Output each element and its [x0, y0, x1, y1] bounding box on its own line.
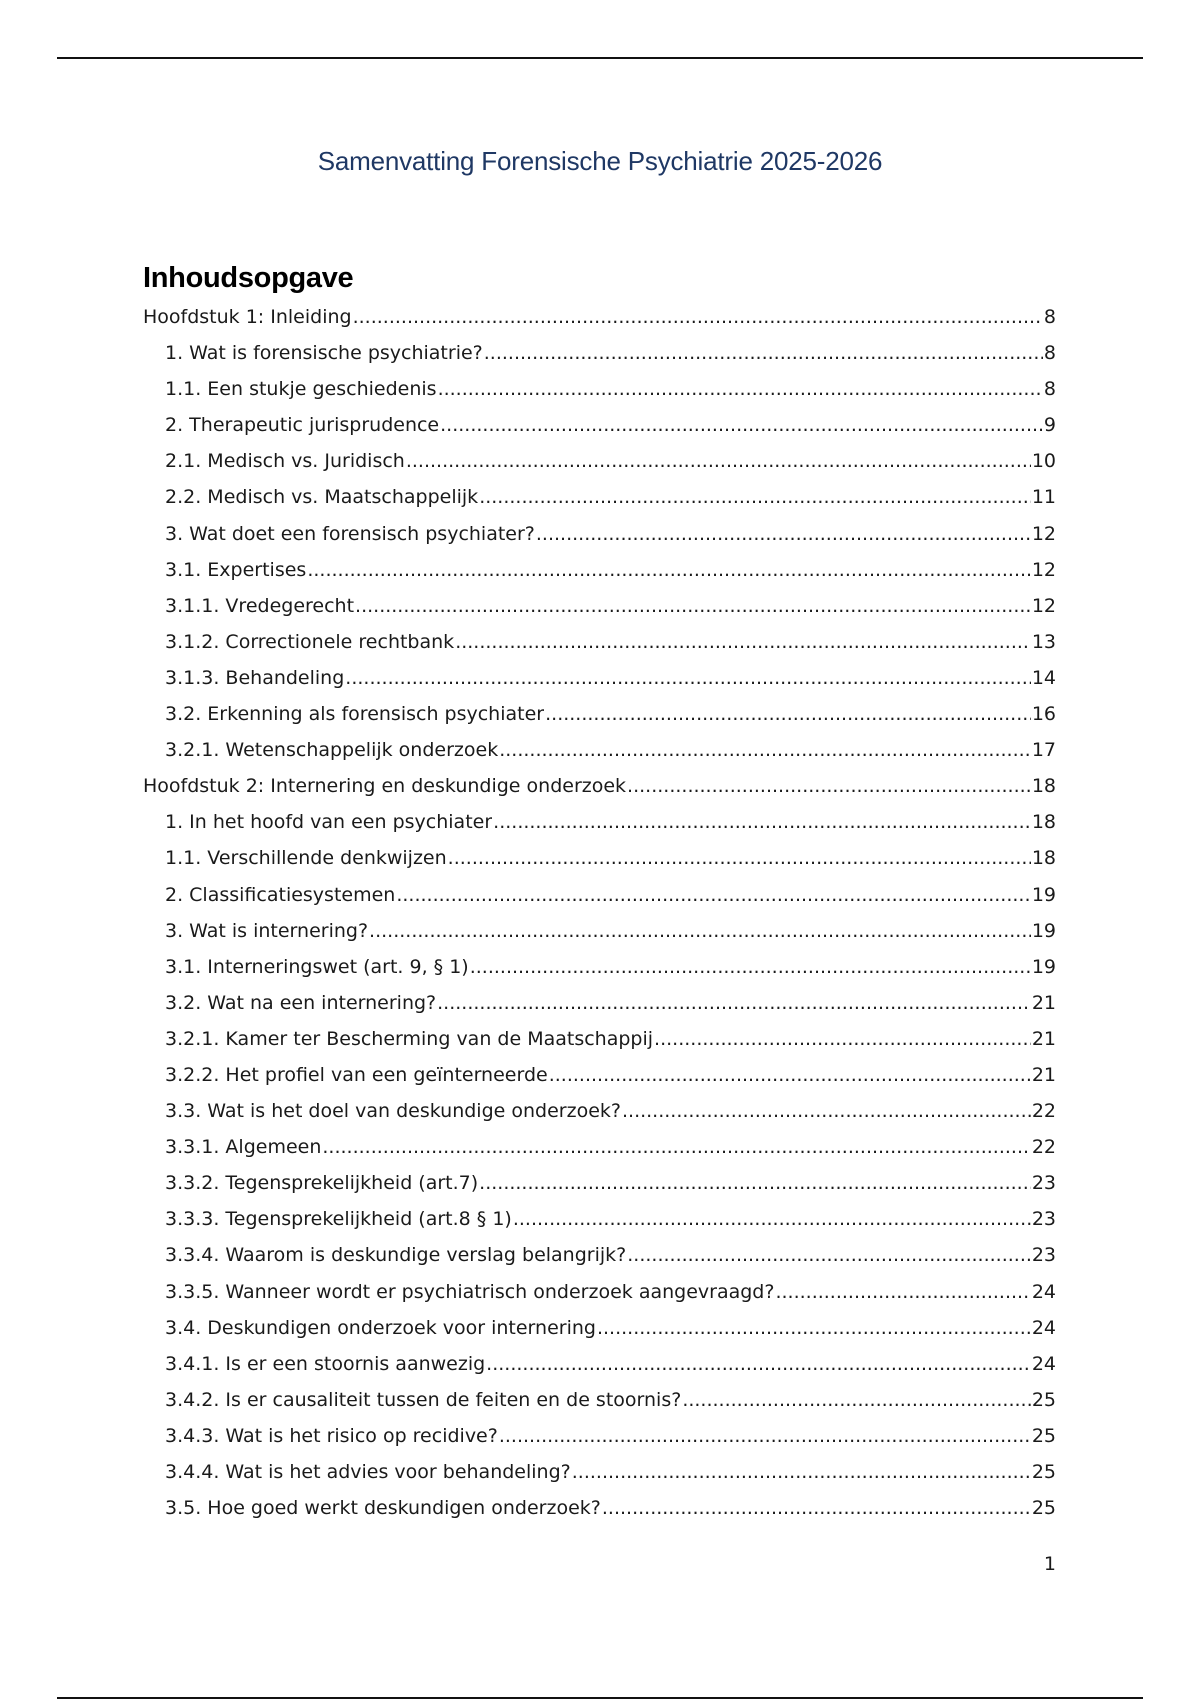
- toc-entry-page: 21: [1031, 1063, 1056, 1086]
- page-number: 1: [1043, 1553, 1056, 1575]
- toc-section-entry[interactable]: [143, 378, 1056, 414]
- toc-entry-page: 24: [1031, 1352, 1056, 1375]
- toc-section-entry[interactable]: [143, 956, 1056, 992]
- toc-section-entry[interactable]: [143, 1100, 1056, 1136]
- toc-section-entry[interactable]: [143, 559, 1056, 595]
- toc-dot-leader: [493, 811, 1031, 833]
- toc-dot-leader: [549, 1064, 1031, 1086]
- toc-entry-title: 3.1.2. Correctionele rechtbank: [165, 630, 455, 653]
- toc-entry-page: 11: [1031, 486, 1056, 509]
- toc-entry-title: 3.1. Expertises: [165, 558, 307, 581]
- toc-entry-title: 3.4.4. Wat is het advies voor behandeling?: [165, 1461, 571, 1483]
- toc-section-entry[interactable]: [143, 1425, 1056, 1461]
- toc-dot-leader: [455, 631, 1031, 653]
- toc-entry-title: 3.4.1. Is er een stoornis aanwezig: [165, 1352, 486, 1375]
- toc-entry-title: 1.1. Verschillende denkwijzen: [165, 847, 447, 870]
- toc-dot-leader: [682, 1389, 1031, 1411]
- toc-entry-title: 2. Classificatiesystemen: [165, 883, 396, 906]
- toc-section-entry[interactable]: [143, 1208, 1056, 1244]
- toc-entry-page: 10: [1031, 450, 1056, 473]
- toc-dot-leader: [438, 378, 1043, 400]
- toc-entry-page: 8: [1043, 378, 1056, 401]
- toc-entry-page: 14: [1031, 666, 1056, 689]
- toc-entry-page: 9: [1043, 414, 1056, 437]
- toc-section-entry[interactable]: [143, 1317, 1056, 1353]
- toc-dot-leader: [470, 956, 1031, 978]
- toc-entry-page: 19: [1031, 955, 1056, 978]
- toc-dot-leader: [322, 1136, 1030, 1158]
- toc-dot-leader: [627, 1244, 1031, 1266]
- toc-entry-title: 3.3.4. Waarom is deskundige verslag belangrijk?: [165, 1244, 627, 1267]
- toc-section-entry[interactable]: [143, 631, 1056, 667]
- toc-dot-leader: [572, 1461, 1031, 1483]
- toc-dot-leader: [345, 667, 1031, 689]
- toc-entry-title: 3.2.2. Het profiel van een geïnterneerde: [165, 1063, 548, 1086]
- toc-section-entry[interactable]: [143, 884, 1056, 920]
- toc-section-entry[interactable]: [143, 1389, 1056, 1425]
- toc-entry-page: 23: [1031, 1244, 1056, 1267]
- toc-entry-title: 3.3.5. Wanneer wordt er psychiatrisch onderzoek aangevraagd?: [165, 1280, 775, 1303]
- toc-dot-leader: [597, 1317, 1031, 1339]
- toc-dot-leader: [479, 486, 1031, 508]
- toc-section-entry[interactable]: [143, 1281, 1056, 1317]
- toc-entry-title: 3.3.1. Algemeen: [165, 1136, 322, 1159]
- top-rule: [57, 57, 1143, 59]
- toc-dot-leader: [484, 342, 1043, 364]
- toc-entry-title: 2. Therapeutic jurisprudence: [165, 414, 440, 437]
- toc-section-entry[interactable]: [143, 667, 1056, 703]
- toc-entry-title: 2.1. Medisch vs. Juridisch: [165, 450, 405, 473]
- toc-entry-page: 21: [1031, 1027, 1056, 1050]
- toc-entry-page: 25: [1031, 1497, 1056, 1520]
- toc-entry-page: 18: [1031, 775, 1056, 798]
- toc-entry-page: 24: [1031, 1316, 1056, 1339]
- toc-entry-title: 3.4.3. Wat is het risico op recidive?: [165, 1424, 498, 1447]
- toc-entry-page: 17: [1031, 739, 1056, 762]
- document-title: Samenvatting Forensische Psychiatrie 2025-2026: [317, 146, 883, 176]
- toc-section-entry[interactable]: [143, 920, 1056, 956]
- toc-entry-title: 3.3.3. Tegensprekelijkheid (art.8 § 1): [165, 1208, 512, 1231]
- toc-chapter-entry[interactable]: [143, 306, 1056, 342]
- toc-entry-title: 3.2. Wat na een internering?: [165, 991, 437, 1014]
- toc-dot-leader: [406, 450, 1031, 472]
- toc-dot-leader: [479, 1172, 1031, 1194]
- toc-dot-leader: [307, 559, 1030, 581]
- toc-dot-leader: [627, 775, 1031, 797]
- toc-dot-leader: [654, 1028, 1031, 1050]
- toc-entry-page: 12: [1031, 594, 1056, 617]
- toc-entry-title: 1.1. Een stukje geschiedenis: [165, 378, 437, 401]
- toc-dot-leader: [622, 1100, 1031, 1122]
- toc-section-entry[interactable]: [143, 1028, 1056, 1064]
- toc-entry-page: 25: [1031, 1388, 1056, 1411]
- toc-section-entry[interactable]: [143, 1461, 1056, 1497]
- toc-section-entry[interactable]: [143, 992, 1056, 1028]
- toc-section-entry[interactable]: [143, 811, 1056, 847]
- toc-dot-leader: [499, 1425, 1031, 1447]
- toc-entry-page: 18: [1031, 811, 1056, 834]
- toc-dot-leader: [499, 739, 1031, 761]
- toc-section-entry[interactable]: [143, 486, 1056, 522]
- toc-entry-title: 3.1.3. Behandeling: [165, 666, 345, 689]
- toc-dot-leader: [448, 847, 1031, 869]
- toc-entry-page: 8: [1043, 306, 1056, 328]
- toc-entry-title: 3. Wat doet een forensisch psychiater?: [165, 522, 535, 545]
- toc-dot-leader: [355, 595, 1031, 617]
- toc-dot-leader: [513, 1208, 1031, 1230]
- toc-entry-title: 3.1.1. Vredegerecht: [165, 594, 355, 617]
- toc-section-entry[interactable]: [143, 523, 1056, 559]
- toc-dot-leader: [369, 920, 1031, 942]
- toc-dot-leader: [353, 306, 1043, 328]
- toc-section-entry[interactable]: [143, 595, 1056, 631]
- toc-entry-page: 25: [1031, 1461, 1056, 1483]
- toc-entry-title: 3.5. Hoe goed werkt deskundigen onderzoek?: [165, 1497, 601, 1520]
- toc-entry-title: 3.2.1. Wetenschappelijk onderzoek: [165, 739, 499, 762]
- toc-entry-page: 12: [1031, 522, 1056, 545]
- toc-entry-page: 18: [1031, 847, 1056, 870]
- toc-entry-title: 2.2. Medisch vs. Maatschappelijk: [165, 486, 479, 509]
- toc-dot-leader: [486, 1353, 1031, 1375]
- toc-heading: Inhoudsopgave: [143, 262, 354, 294]
- toc-entry-page: 25: [1031, 1424, 1056, 1447]
- toc-section-entry[interactable]: [143, 703, 1056, 739]
- toc-section-entry[interactable]: [143, 1353, 1056, 1389]
- toc-entry-title: 3. Wat is internering?: [165, 919, 369, 942]
- toc-entry-page: 8: [1043, 342, 1056, 365]
- toc-dot-leader: [440, 414, 1043, 436]
- toc-entry-title: 1. Wat is forensische psychiatrie?: [165, 342, 483, 365]
- toc-dot-leader: [437, 992, 1031, 1014]
- toc-section-entry[interactable]: [143, 1497, 1056, 1533]
- toc-section-entry[interactable]: [143, 1172, 1056, 1208]
- toc-entry-page: 16: [1031, 703, 1056, 726]
- toc-dot-leader: [396, 884, 1030, 906]
- toc-entry-page: 22: [1031, 1100, 1056, 1123]
- toc-entry-title: 3.3. Wat is het doel van deskundige onderzoek?: [165, 1100, 621, 1123]
- toc-section-entry[interactable]: [143, 1244, 1056, 1280]
- toc-entry-title: 3.1. Interneringswet (art. 9, § 1): [165, 955, 469, 978]
- toc-entry-title: 1. In het hoofd van een psychiater: [165, 811, 493, 834]
- toc-section-entry[interactable]: [143, 450, 1056, 486]
- toc-section-entry[interactable]: [143, 1136, 1056, 1172]
- table-of-contents: [143, 306, 1056, 1533]
- toc-entry-title: 3.4. Deskundigen onderzoek voor internering: [165, 1316, 596, 1339]
- toc-section-entry[interactable]: [143, 342, 1056, 378]
- bottom-rule: [57, 1697, 1143, 1699]
- toc-entry-title: Hoofdstuk 2: Internering en deskundige onderzoek: [143, 775, 627, 798]
- toc-entry-page: 23: [1031, 1172, 1056, 1195]
- toc-dot-leader: [545, 703, 1031, 725]
- toc-dot-leader: [602, 1497, 1031, 1519]
- toc-dot-leader: [775, 1281, 1030, 1303]
- toc-entry-title: 3.4.2. Is er causaliteit tussen de feiten en de stoornis?: [165, 1388, 682, 1411]
- toc-entry-page: 22: [1031, 1136, 1056, 1159]
- toc-entry-title: 3.2. Erkenning als forensisch psychiater: [165, 703, 545, 726]
- toc-entry-title: Hoofdstuk 1: Inleiding: [143, 306, 352, 328]
- toc-entry-title: 3.3.2. Tegensprekelijkheid (art.7): [165, 1172, 479, 1195]
- toc-entry-page: 24: [1031, 1280, 1056, 1303]
- toc-section-entry[interactable]: [143, 414, 1056, 450]
- toc-entry-title: 3.2.1. Kamer ter Bescherming van de Maatschappij: [165, 1027, 654, 1050]
- toc-entry-page: 19: [1031, 919, 1056, 942]
- toc-section-entry[interactable]: [143, 739, 1056, 775]
- toc-section-entry[interactable]: [143, 847, 1056, 883]
- toc-entry-page: 21: [1031, 991, 1056, 1014]
- toc-section-entry[interactable]: [143, 1064, 1056, 1100]
- toc-entry-page: 23: [1031, 1208, 1056, 1231]
- toc-entry-page: 13: [1031, 630, 1056, 653]
- toc-chapter-entry[interactable]: [143, 775, 1056, 811]
- toc-dot-leader: [536, 523, 1031, 545]
- toc-entry-page: 19: [1031, 883, 1056, 906]
- toc-entry-page: 12: [1031, 558, 1056, 581]
